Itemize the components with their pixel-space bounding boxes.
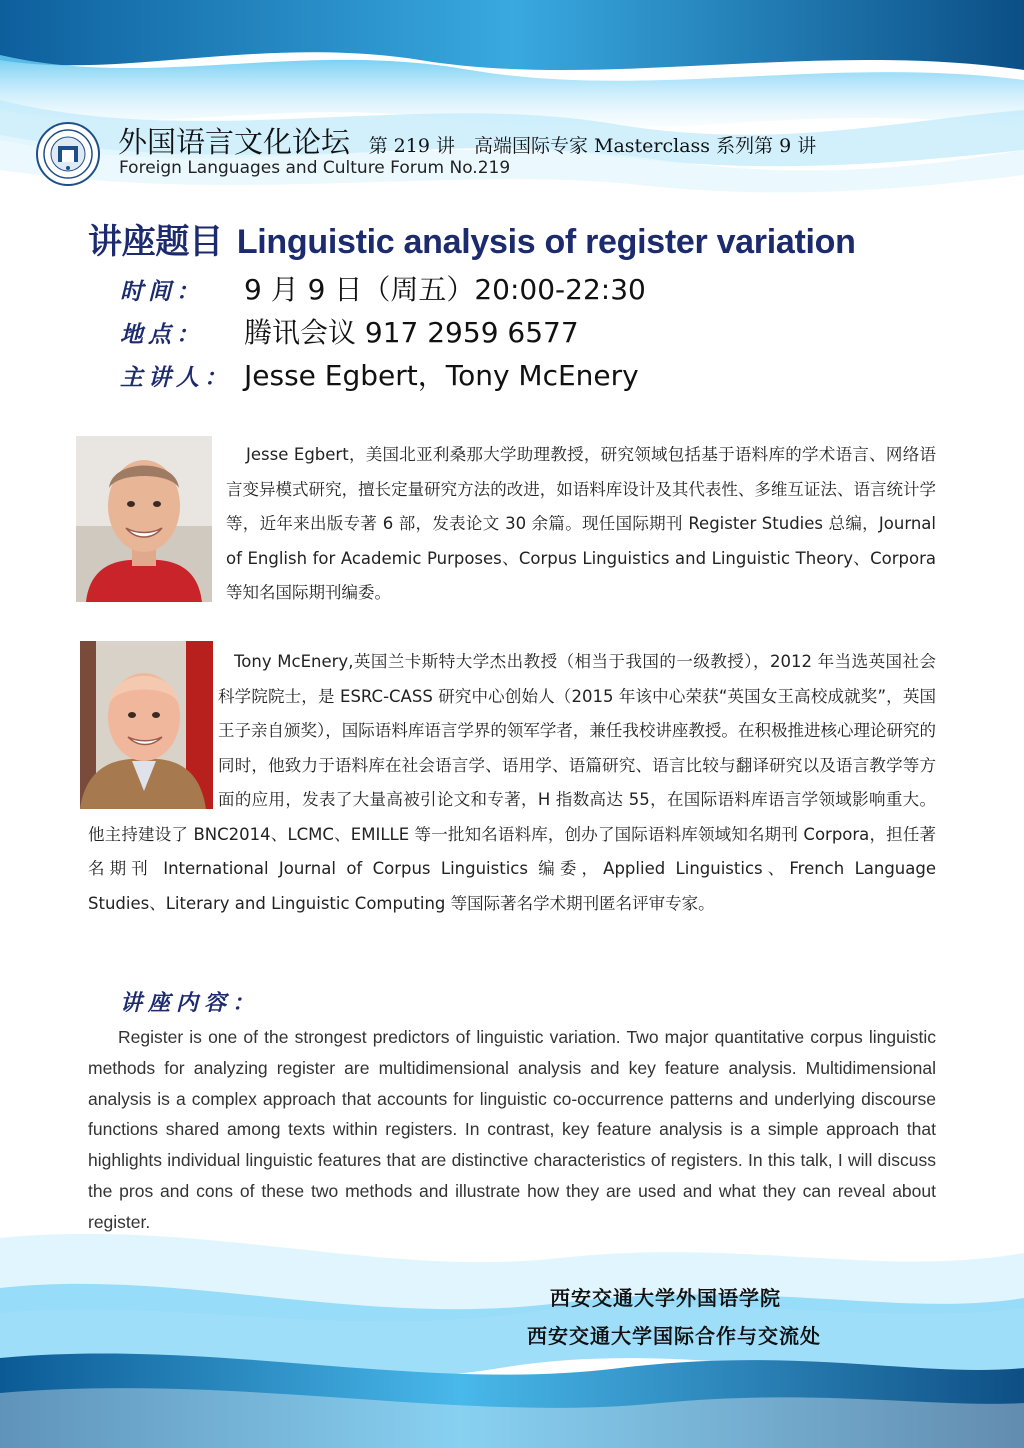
jesse-egbert-photo — [76, 436, 212, 602]
forum-name-en: Foreign Languages and Culture Forum No.219 — [119, 158, 511, 178]
time-value: 9 月 9 日（周五）20:00-22:30 — [244, 273, 646, 306]
university-logo — [36, 122, 100, 186]
time-label: 时间： — [120, 278, 204, 305]
speaker-label: 主讲人： — [120, 364, 232, 391]
forum-name-cn: 外国语言文化论坛 — [118, 125, 351, 159]
forum-session: 第 219 讲 高端国际专家 Masterclass 系列第 9 讲 — [368, 135, 817, 157]
forum-header — [36, 118, 996, 188]
place-value: 腾讯会议 917 2959 6577 — [244, 316, 579, 349]
organizer-school: 西安交通大学外国语学院 — [550, 1286, 781, 1310]
lecture-content-heading: 讲座内容： — [120, 990, 261, 1016]
lecture-title-label: 讲座题目 — [88, 223, 223, 261]
time-row — [120, 268, 646, 308]
egbert-bio-text: Jesse Egbert，美国北亚利桑那大学助理教授，研究领域包括基于语料库的学术语言、网络语言变异模式研究，擅长定量研究方法的改进，如语料库设计及其代表性、多维互证法、语言统计学等，近年来出版专著 6 部，发表论文 30 余篇。现任国际期刊 Register Studies 总编，Journal of English for Academic Purposes、Corpus Linguistics and Linguistic Theory、Corpora 等知名国际期刊编委。 — [226, 445, 936, 602]
bottom-wave-decoration — [0, 1218, 1024, 1448]
forum-title — [118, 120, 816, 161]
speaker-value: Jesse Egbert，Tony McEnery — [244, 359, 639, 392]
place-label: 地点： — [120, 321, 204, 348]
lecture-title — [88, 214, 856, 263]
mcenery-bio — [88, 645, 936, 921]
speaker-row — [120, 354, 639, 394]
mcenery-bio-text: Tony McEnery,英国兰卡斯特大学杰出教授（相当于我国的一级教授），2012 年当选英国社会科学院院士，是 ESRC-CASS 研究中心创始人（2015 年该中心荣获“英国女王高校成就奖”，英国王子亲自颁奖），国际语料库语言学界的领军学者，兼任我校讲座教授。在积极推进核心理论研究的同时，他致力于语料库在社会语言学、语用学、语篇研究、语言比较与翻译研究以及语言教学等方面的应用，发表了大量高被引论文和专著，H 指数高达 55，在国际语料库语言学领域影响重大。他主持建设了 BNC2014、LCMC、EMILLE 等一批知名语料库，创办了国际语料库领域知名期刊 Corpora，担任著名期刊 International Journal of Corpus Linguistics 编委，Applied Linguistics、French Language Studies、Literary and Linguistic Computing 等国际著名学术期刊匿名评审专家。 — [88, 652, 936, 913]
photo-spacer — [88, 645, 218, 817]
place-row — [120, 311, 579, 351]
lecture-title-text: Linguistic analysis of register variation — [236, 223, 856, 261]
egbert-bio — [226, 438, 936, 611]
lecture-content-body: Register is one of the strongest predictors of linguistic variation. Two major quantitative corpus linguistic methods for analyzing register are multidimensional analysis and key feature analysis. Multidimensional analysis is a complex approach that accounts for linguistic co-occurrence patterns and underlying discourse functions shared among texts within registers. In contrast, key feature analysis is a simple approach that highlights individual linguistic features that are distinctive characteristics of registers. In this talk, I will discuss the pros and cons of these two methods and illustrate how they are used and what they can reveal about register. — [88, 1027, 936, 1232]
organizer-international-office: 西安交通大学国际合作与交流处 — [527, 1324, 821, 1348]
